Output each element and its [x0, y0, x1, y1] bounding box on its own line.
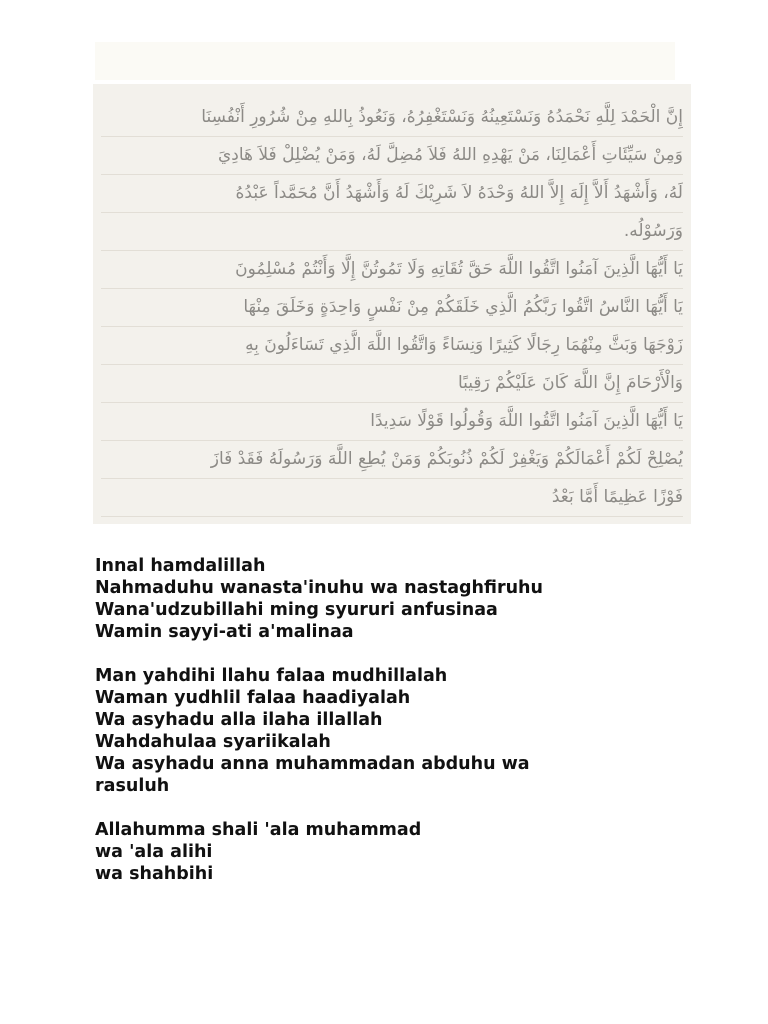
stanza-shahada: [95, 665, 735, 797]
arabic-text-image: [93, 84, 691, 524]
text-line: Innal hamdalillah: [95, 556, 266, 576]
text-line: rasuluh: [95, 776, 170, 796]
text-line: Allahumma shali 'ala muhammad: [95, 820, 422, 840]
stanza-opening: [95, 555, 735, 643]
arabic-line: إِنَّ الْحَمْدَ لِلَّهِ نَحْمَدُهُ وَنَسْتَعِينُهُ وَنَسْتَغْفِرُهُ، وَنَعُوذُ بِاللهِ مِنْ شُرُورِ أَنْفُسِنَا: [101, 98, 683, 137]
arabic-line: يَا أَيُّهَا النَّاسُ اتَّقُوا رَبَّكُمُ الَّذِي خَلَقَكُمْ مِنْ نَفْسٍ وَاحِدَةٍ وَخَلَقَ مِنْهَا: [101, 288, 683, 327]
text-line: Wa asyhadu alla ilaha illallah: [95, 710, 383, 730]
arabic-line: وَالْأَرْحَامَ إِنَّ اللَّهَ كَانَ عَلَيْكُمْ رَقِيبًا: [101, 364, 683, 403]
arabic-line: لَهُ، وَأَشْهَدُ أَلاَّ إِلَهَ إِلاَّ اللهُ وَحْدَهُ لاَ شَرِيْكَ لَهُ وَأَشْهَدُ أَنَّ مُحَمَّداً عَبْدُهُ: [101, 174, 683, 213]
text-line: wa shahbihi: [95, 864, 214, 884]
text-line: Wana'udzubillahi ming syururi anfusinaa: [95, 600, 498, 620]
text-line: Wamin sayyi-ati a'malinaa: [95, 622, 354, 642]
arabic-line: يُصْلِحْ لَكُمْ أَعْمَالَكُمْ وَيَغْفِرْ لَكُمْ ذُنُوبَكُمْ وَمَنْ يُطِعِ اللَّهَ وَرَسُولَهُ فَقَدْ فَازَ: [101, 440, 683, 479]
stanza-shalawat: [95, 819, 735, 885]
text-line: Man yahdihi llahu falaa mudhillalah: [95, 666, 448, 686]
text-line: Nahmaduhu wanasta'inuhu wa nastaghfiruhu: [95, 578, 543, 598]
arabic-line: يَا أَيُّهَا الَّذِينَ آمَنُوا اتَّقُوا اللَّهَ حَقَّ تُقَاتِهِ وَلَا تَمُوتُنَّ إِلَّا وَأَنْتُمْ مُسْلِمُونَ: [101, 250, 683, 289]
transliteration-text: [95, 555, 735, 907]
arabic-line: وَمِنْ سَيِّئَاتِ أَعْمَالِنَا، مَنْ يَهْدِهِ اللهُ فَلاَ مُضِلَّ لَهُ، وَمَنْ يُضْلِلْ فَلاَ هَادِيَ: [101, 136, 683, 175]
arabic-line: فَوْزًا عَظِيمًا أَمَّا بَعْدُ: [101, 478, 683, 517]
text-line: Waman yudhlil falaa haadiyalah: [95, 688, 411, 708]
image-top-strip: [95, 42, 675, 80]
text-line: Wahdahulaa syariikalah: [95, 732, 331, 752]
text-line: wa 'ala alihi: [95, 842, 213, 862]
arabic-line: وَرَسُوْلُه.: [101, 212, 683, 251]
arabic-line: زَوْجَهَا وَبَثَّ مِنْهُمَا رِجَالًا كَثِيرًا وَنِسَاءً وَاتَّقُوا اللَّهَ الَّذِي تَسَاءَلُونَ بِهِ: [101, 326, 683, 365]
arabic-line: يَا أَيُّهَا الَّذِينَ آمَنُوا اتَّقُوا اللَّهَ وَقُولُوا قَوْلًا سَدِيدًا: [101, 402, 683, 441]
text-line: Wa asyhadu anna muhammadan abduhu wa: [95, 754, 530, 774]
